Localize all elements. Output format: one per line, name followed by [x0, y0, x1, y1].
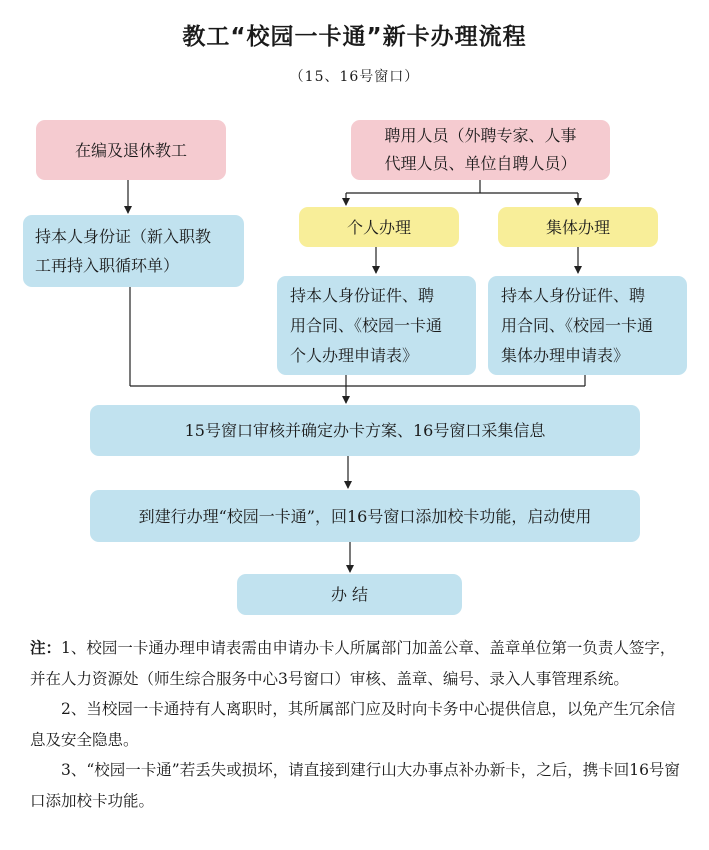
node-group [498, 207, 658, 247]
note-1 [30, 633, 685, 694]
node-staff-documents-line-2: 工再持入职循环单） [35, 256, 180, 275]
node-review-label: 15号窗口审核并确定办卡方案、16号窗口采集信息 [184, 421, 546, 440]
node-personal-documents-line-1: 持本人身份证件、聘 [290, 286, 435, 305]
note-1-text: 1、校园一卡通办理申请表需由申请办卡人所属部门加盖公章、盖章单位第一负责人签字，并在人力资源处（师生综合服务中心3号窗口）审核、盖章、编号、录入人事管理系统。 [30, 639, 676, 688]
node-hired-line-2: 代理人员、单位自聘人员） [384, 154, 577, 173]
node-bank [90, 490, 640, 542]
node-done-label: 办 结 [330, 585, 369, 604]
node-hired [351, 120, 610, 180]
page-subtitle: （15、16号窗口） [289, 69, 420, 85]
node-personal-documents [277, 276, 476, 375]
node-group-documents [488, 276, 687, 375]
note-2: 2、当校园一卡通持有人离职时，其所属部门应及时向卡务中心提供信息，以免产生冗余信息及安全隐患。 [30, 700, 676, 749]
node-staff-documents [23, 215, 244, 287]
node-staff [36, 120, 226, 180]
node-staff-documents-line-1: 持本人身份证（新入职教 [35, 227, 212, 246]
node-group-label: 集体办理 [545, 217, 610, 237]
node-personal [299, 207, 459, 247]
node-personal-documents-line-3: 个人办理申请表》 [290, 346, 419, 365]
node-group-documents-line-1: 持本人身份证件、聘 [501, 286, 646, 305]
page-title: 教工“校园一卡通”新卡办理流程 [182, 24, 527, 50]
node-group-documents-line-2: 用合同、《校园一卡通 [501, 316, 654, 335]
node-bank-label: 到建行办理“校园一卡通”，回16号窗口添加校卡功能，启动使用 [138, 506, 592, 526]
note-3: 3、“校园一卡通”若丢失或损坏，请直接到建行山大办事点补办新卡，之后，携卡回16号窗口添加校卡功能。 [30, 761, 680, 810]
node-personal-label: 个人办理 [346, 217, 411, 237]
node-personal-documents-line-2: 用合同、《校园一卡通 [290, 316, 443, 335]
node-review [90, 405, 640, 456]
note-label: 注： [30, 638, 62, 657]
notes-section [30, 633, 685, 816]
node-staff-label: 在编及退休教工 [74, 140, 187, 160]
node-done [237, 574, 462, 615]
node-hired-line-1: 聘用人员（外聘专家、人事 [384, 126, 577, 145]
node-group-documents-line-3: 集体办理申请表》 [501, 346, 630, 365]
